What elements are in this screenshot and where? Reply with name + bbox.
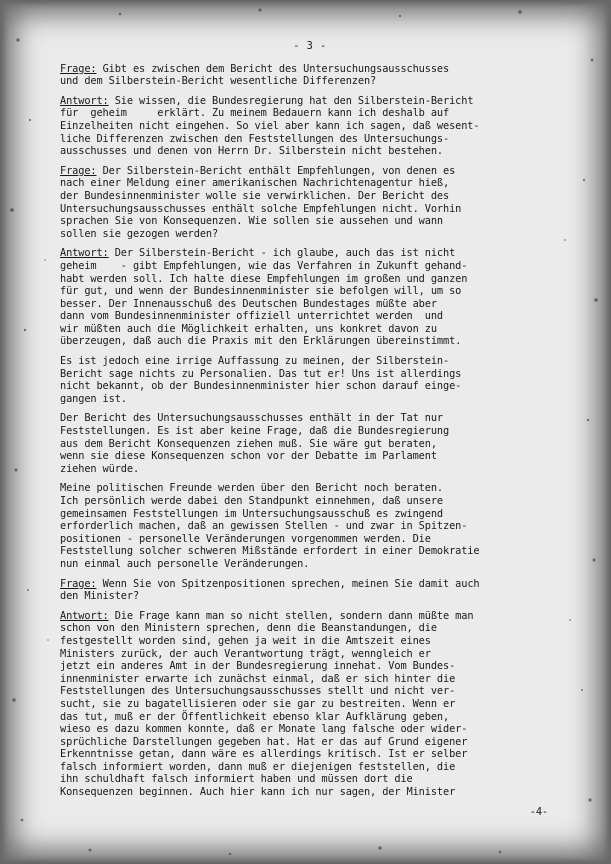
- line-text: ausschusses und denen von Herrn Dr. Silberstein nicht bestehen.: [60, 145, 443, 158]
- text-line: [60, 533, 560, 546]
- text-line: [60, 203, 560, 216]
- text-line: [60, 578, 560, 591]
- text-line: [60, 673, 560, 686]
- line-text: für geheim erklärt. Zu meinem Bedauern kann ich deshalb auf: [60, 107, 450, 120]
- page-number: - 3 -: [293, 40, 327, 52]
- text-line: [60, 558, 560, 571]
- qa-block: [60, 63, 560, 88]
- line-text: Wenn Sie von Spitzenpositionen sprechen, meinen Sie damit auch: [96, 577, 480, 590]
- line-text: Erkenntnisse getan, dann wäre es allerdings kritisch. Ist er selber: [60, 748, 468, 761]
- text-line: [60, 508, 560, 521]
- line-text: aus dem Bericht Konsequenzen ziehen muß. Sie wäre gut beraten,: [60, 437, 437, 450]
- line-text: Sie wissen, die Bundesregierung hat den Silberstein-Bericht: [108, 94, 474, 107]
- text-line: [60, 380, 560, 393]
- line-text: schon von den Ministern sprechen, denn die Beanstandungen, die: [60, 622, 437, 635]
- paragraph: [60, 95, 560, 158]
- line-text: Einzelheiten nicht eingehen. So viel aber kann ich sagen, daß wesent-: [60, 119, 480, 132]
- text-line: [60, 273, 560, 286]
- paragraph: [60, 412, 560, 475]
- text-line: [60, 412, 560, 425]
- speaker-label: Antwort:: [60, 609, 109, 622]
- line-text: nun einmal auch personelle Veränderungen.: [60, 557, 310, 570]
- text-line: [60, 285, 560, 298]
- line-text: Meine politischen Freunde werden über den Bericht noch beraten.: [60, 482, 443, 495]
- text-line: [60, 133, 560, 146]
- document-body: [60, 40, 560, 818]
- line-text: Der Silberstein-Bericht enthält Empfehlungen, von denen es: [96, 164, 456, 177]
- line-text: ziehen würde.: [60, 462, 140, 475]
- paragraph: [60, 578, 560, 603]
- qa-block: [60, 578, 560, 603]
- line-text: innenminister erwarte ich zunächst einmal, daß er sich hinter die: [60, 672, 456, 685]
- line-text: sprachen Sie von Konsequenzen. Wie sollen sie aussehen und wann: [60, 215, 443, 228]
- text-line: [60, 145, 560, 158]
- text-line: [60, 685, 560, 698]
- line-text: Der Silberstein-Bericht - ich glaube, auch das ist nicht: [108, 247, 456, 260]
- speaker-label: Frage:: [60, 164, 97, 177]
- text-line: [60, 660, 560, 673]
- line-text: Bericht sage nichts zu Personalien. Das tut er! Uns ist allerdings: [60, 367, 462, 380]
- line-text: Es ist jedoch eine irrige Auffassung zu meinen, der Silberstein-: [60, 355, 450, 368]
- line-text: das tut, muß er der Öffentlichkeit ebenso klar Aufklärung geben,: [60, 710, 450, 723]
- text-line: [60, 323, 560, 336]
- paragraph: [60, 247, 560, 348]
- line-text: besser. Der Innenausschuß des Deutschen Bundestages müßte aber: [60, 297, 437, 310]
- text-line: [60, 610, 560, 623]
- text-line: [60, 190, 560, 203]
- line-text: liche Differenzen zwischen den Feststellungen des Untersuchungs-: [60, 132, 450, 145]
- line-text: überzeugen, daß auch die Praxis mit den Erklärungen übereinstimmt.: [60, 335, 462, 348]
- line-text: wieso es dazu kommen konnte, daß er Monate lang falsche oder wider-: [60, 723, 468, 736]
- line-text: Der Bericht des Untersuchungsausschusses enthält in der Tat nur: [60, 412, 443, 425]
- text-line: [60, 622, 560, 635]
- text-line: [60, 177, 560, 190]
- text-line: [60, 450, 560, 463]
- qa-block: [60, 247, 560, 570]
- text-line: [60, 482, 560, 495]
- line-text: Feststellung solcher schweren Mißstände erfordert in einer Demokratie: [60, 545, 480, 558]
- text-line: [60, 590, 560, 603]
- text-line: [60, 495, 560, 508]
- text-line: [60, 63, 560, 76]
- text-line: [60, 635, 560, 648]
- text-line: [60, 736, 560, 749]
- text-line: [60, 648, 560, 661]
- line-text: nach einer Meldung einer amerikanischen Nachrichtenagentur hieß,: [60, 177, 450, 190]
- line-text: geheim - gibt Empfehlungen, wie das Verfahren in Zukunft gehand-: [60, 259, 468, 272]
- text-line: [60, 215, 560, 228]
- line-text: ihn schuldhaft falsch informiert haben und müssen dort die: [60, 773, 413, 786]
- line-text: nicht bekannt, ob der Bundesinnenminister hier schon darauf einge-: [60, 380, 462, 393]
- text-line: [60, 310, 560, 323]
- paragraph: [60, 165, 560, 241]
- text-line: [60, 438, 560, 451]
- text-line: [60, 335, 560, 348]
- speaker-label: Frage:: [60, 577, 97, 590]
- text-line: [60, 355, 560, 368]
- text-line: [60, 425, 560, 438]
- line-text: Untersuchungsausschusses enthält solche Empfehlungen nicht. Vorhin: [60, 202, 462, 215]
- text-line: [60, 368, 560, 381]
- line-text: jetzt ein anderes Amt in der Bundesregierung innehat. Vom Bundes-: [60, 660, 456, 673]
- line-text: Ich persönlich werde dabei den Standpunkt einnehmen, daß unsere: [60, 495, 443, 507]
- qa-block: [60, 165, 560, 241]
- line-text: positionen - personelle Veränderungen vorgenommen werden. Die: [60, 532, 431, 545]
- text-line: [60, 773, 560, 786]
- text-line: [60, 95, 560, 108]
- text-line: [60, 228, 560, 241]
- text-line: [60, 260, 560, 273]
- text-line: [60, 711, 560, 724]
- continuation-marker: -4-: [529, 805, 548, 818]
- line-text: Feststellungen des Untersuchungsausschusses stellt und nicht ver-: [60, 685, 456, 698]
- speaker-label: Antwort:: [60, 94, 109, 107]
- text-line: [60, 545, 560, 558]
- line-text: gemeinsamen Feststellungen im Untersuchungsausschuß es zwingend: [60, 507, 443, 520]
- text-line: [60, 748, 560, 761]
- paragraph: [60, 63, 560, 88]
- text-line: [60, 75, 560, 88]
- text-line: [60, 786, 560, 799]
- text-line: [60, 761, 560, 774]
- line-text: Die Frage kann man so nicht stellen, sondern dann müßte man: [108, 609, 474, 622]
- line-text: den Minister?: [60, 590, 140, 603]
- text-line: [60, 107, 560, 120]
- text-line: [60, 247, 560, 260]
- line-text: und dem Silberstein-Bericht wesentliche Differenzen?: [60, 75, 377, 88]
- line-text: Feststellungen. Es ist aber keine Frage, daß die Bundesregierung: [60, 425, 450, 438]
- line-text: wenn sie diese Konsequenzen schon vor der Debatte im Parlament: [60, 450, 437, 463]
- qa-content: [60, 63, 560, 799]
- text-line: [60, 520, 560, 533]
- line-text: für gut, und wenn der Bundesinnenminister sie befolgen will, um so: [60, 285, 462, 298]
- text-line: [60, 298, 560, 311]
- line-text: Ministers zurück, der auch Verantwortung trägt, wenngleich er: [60, 647, 431, 660]
- line-text: Gibt es zwischen dem Bericht des Untersuchungsausschusses: [96, 62, 450, 75]
- text-line: [60, 723, 560, 736]
- qa-block: [60, 610, 560, 799]
- line-text: Konsequenzen beginnen. Auch hier kann ich nur sagen, der Minister: [60, 786, 456, 799]
- text-line: [60, 120, 560, 133]
- text-line: [60, 165, 560, 178]
- speaker-label: Antwort:: [60, 247, 109, 260]
- line-text: sprüchliche Darstellungen gegeben hat. Hat er das auf Grund eigener: [60, 735, 468, 748]
- paragraph: [60, 355, 560, 405]
- line-text: sollen sie gezogen werden?: [60, 227, 219, 240]
- paragraph: [60, 610, 560, 799]
- line-text: habt werden soll. Ich halte diese Empfehlungen im großen und ganzen: [60, 272, 468, 285]
- qa-block: [60, 95, 560, 158]
- line-text: sucht, sie zu bagatellisieren oder sie gar zu bestreiten. Wenn er: [60, 697, 456, 710]
- line-text: erforderlich machen, daß an gewissen Stellen - und zwar in Spitzen-: [60, 520, 468, 533]
- line-text: festgestellt worden sind, gehen ja weit in die Amtszeit eines: [60, 634, 431, 647]
- line-text: dann vom Bundesinnenminister offiziell unterrichtet werden und: [60, 310, 443, 323]
- line-text: der Bundesinnenminister wolle sie verwirklichen. Der Bericht des: [60, 189, 450, 202]
- text-line: [60, 393, 560, 406]
- line-text: falsch informiert worden, dann muß er diejenigen feststellen, die: [60, 760, 456, 773]
- text-line: [60, 698, 560, 711]
- speaker-label: Frage:: [60, 62, 97, 75]
- text-line: [60, 463, 560, 476]
- line-text: gangen ist.: [60, 392, 127, 405]
- paragraph: [60, 482, 560, 570]
- line-text: wir müßten auch die Möglichkeit erhalten, uns konkret davon zu: [60, 322, 437, 335]
